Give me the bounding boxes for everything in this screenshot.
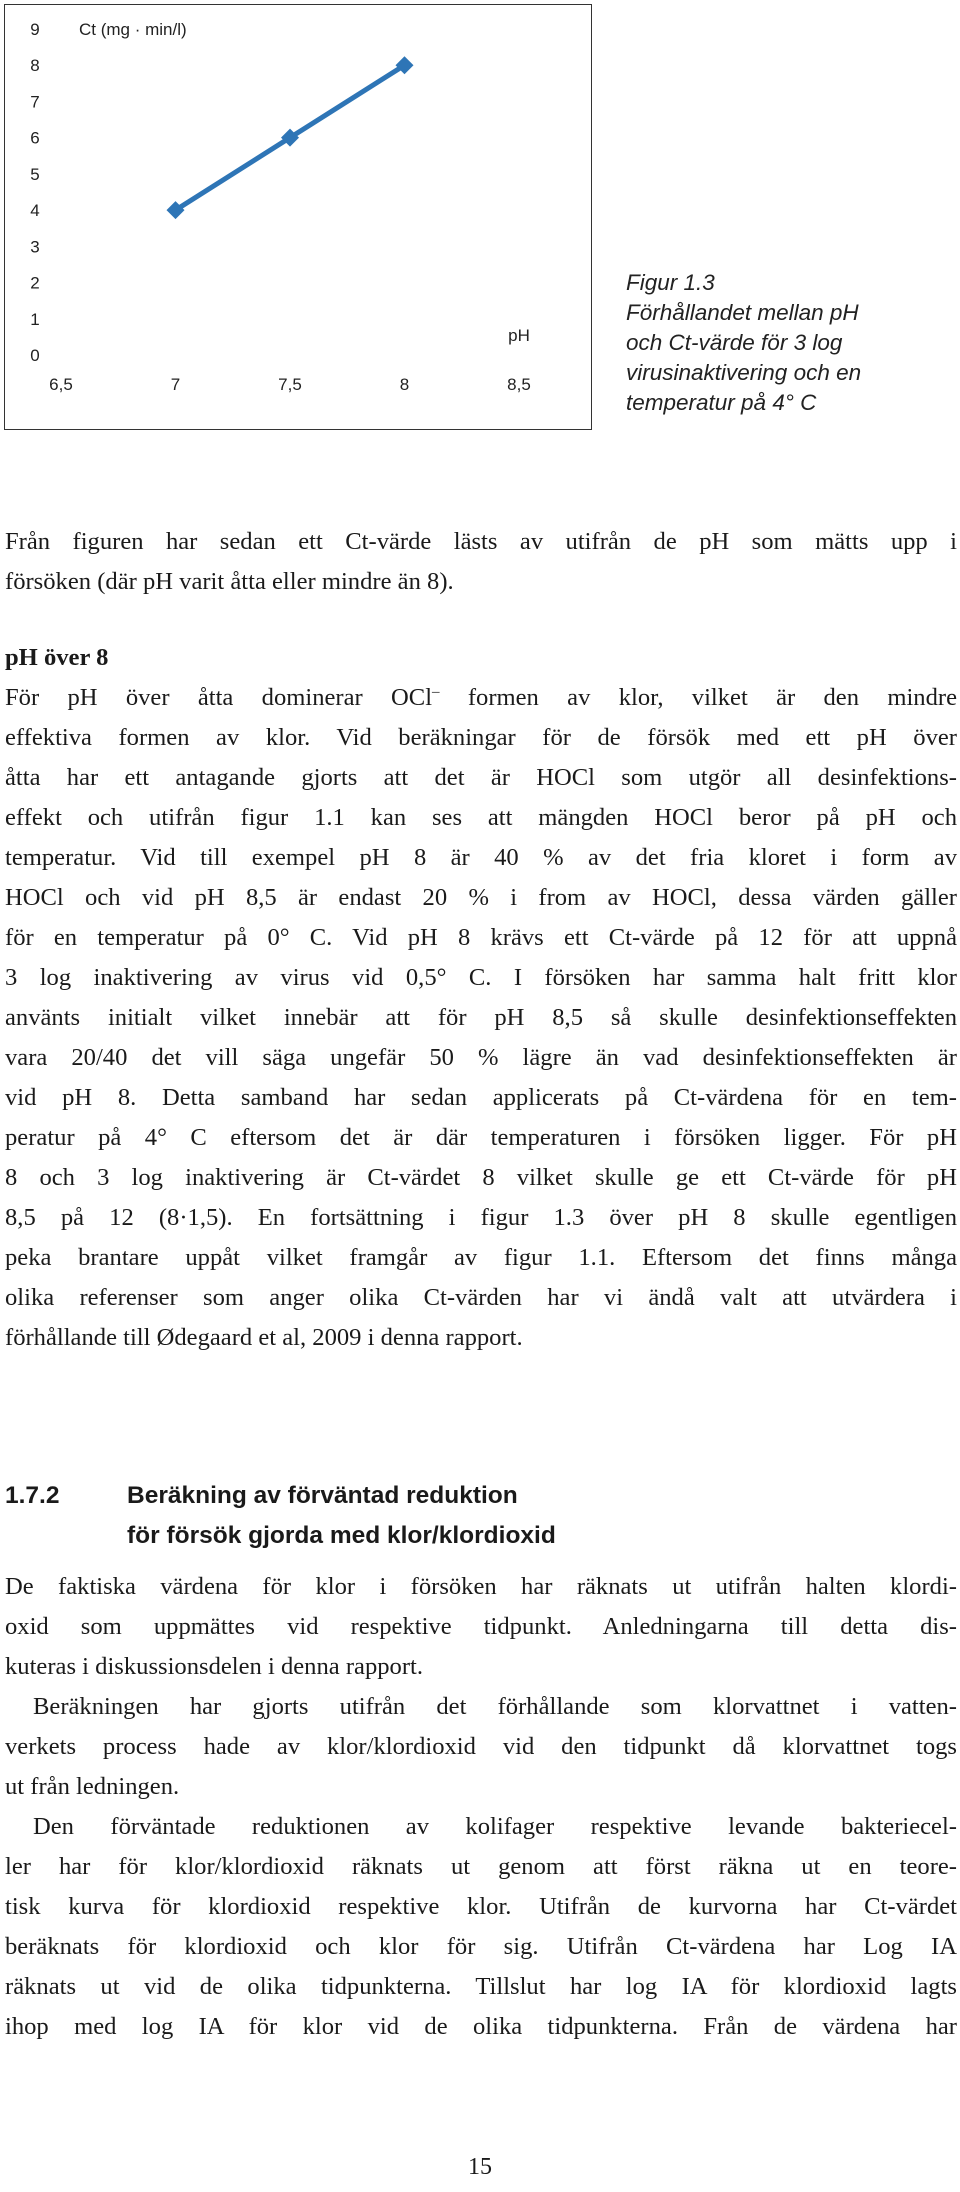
text-line: använts initialt vilket innebär att för pH 8,5 så skulle desinfektionseffekten	[5, 1004, 957, 1031]
caption-line: virusinaktivering och en	[626, 360, 862, 385]
y-tick-label: 6	[30, 128, 40, 148]
paragraph-5	[5, 1807, 957, 2047]
text-line: Från figuren har sedan ett Ct-värde lästs av utifrån de pH som mätts upp i	[5, 528, 957, 555]
text-line: ut från ledningen.	[5, 1773, 180, 1800]
text-line: oxid som uppmättes vid respektive tidpunkt. Anledningarna till detta dis-	[5, 1613, 957, 1640]
x-axis-title: pH	[508, 326, 530, 346]
y-tick-label: 0	[30, 346, 40, 365]
paragraph-3	[5, 1567, 957, 1687]
paragraph-4	[5, 1687, 957, 1807]
text-line: För pH över åtta dominerar OCl– formen av klor, vilket är den mindre	[5, 684, 957, 711]
caption-line: och Ct-värde för 3 log	[626, 330, 843, 355]
text-line: förhållande till Ødegaard et al, 2009 i denna rapport.	[5, 1324, 523, 1351]
caption-line: Förhållandet mellan pH	[626, 300, 859, 325]
figure-chart	[4, 4, 592, 430]
text-line: Den förväntade reduktionen av kolifager respektive levande bakteriecel-	[33, 1813, 957, 1840]
x-tick-label: 8,5	[507, 375, 531, 394]
text-line: temperatur. Vid till exempel pH 8 är 40 % av det fria kloret i form av	[5, 844, 957, 871]
text-line: verkets process hade av klor/klordioxid vid den tidpunkt då klorvattnet togs	[5, 1733, 957, 1760]
text-line: försöken (där pH varit åtta eller mindre än 8).	[5, 568, 454, 595]
y-tick-label: 1	[30, 309, 40, 329]
text-line: vid pH 8. Detta samband har sedan applicerats på Ct-värdena för en tem-	[5, 1084, 957, 1111]
text-line: för en temperatur på 0° C. Vid pH 8 krävs ett Ct-värde på 12 för att uppnå	[5, 924, 957, 951]
text-line: räknats ut vid de olika tidpunkterna. Tillslut har log IA för klordioxid lagts	[5, 1973, 957, 2000]
y-tick-label: 4	[30, 201, 40, 221]
figure-caption	[626, 268, 946, 418]
section-title-line: för försök gjorda med klor/klordioxid	[127, 1522, 556, 1549]
text-line: 8,5 på 12 (8·1,5). En fortsättning i figur 1.3 över pH 8 skulle egentligen	[5, 1204, 957, 1231]
text-line: effektiva formen av klor. Vid beräkningar för de försök med ett pH över	[5, 724, 957, 751]
text-line: olika referenser som anger olika Ct-värden har vi ändå valt att utvärdera i	[5, 1284, 957, 1311]
y-tick-label: 3	[30, 237, 40, 257]
text-line: Beräkningen har gjorts utifrån det förhållande som klorvattnet i vatten-	[33, 1693, 957, 1720]
x-tick-label: 7,5	[278, 375, 302, 394]
text-line: tisk kurva för klordioxid respektive klor. Utifrån de kurvorna har Ct-värdet	[5, 1893, 957, 1920]
caption-line: temperatur på 4° C	[626, 390, 817, 415]
text-line: beräknats för klordioxid och klor för sig. Utifrån Ct-värdena har Log IA	[5, 1933, 957, 1960]
text-line: HOCl och vid pH 8,5 är endast 20 % i from av HOCl, dessa värden gäller	[5, 884, 957, 911]
text-line: peka brantare uppåt vilket framgår av figur 1.1. Eftersom det finns många	[5, 1244, 957, 1271]
y-tick-label: 7	[30, 92, 40, 112]
page-number: 15	[468, 2154, 492, 2180]
text-line: 3 log inaktivering av virus vid 0,5° C. I försöken har samma halt fritt klor	[5, 964, 957, 991]
text-line: 8 och 3 log inaktivering är Ct-värdet 8 vilket skulle ge ett Ct-värde för pH	[5, 1164, 957, 1191]
figure-label: Figur 1.3	[626, 270, 715, 295]
section-title-line: Beräkning av förväntad reduktion	[127, 1482, 518, 1509]
chart-svg	[5, 5, 590, 428]
x-tick-label: 8	[399, 375, 410, 394]
text-line: effekt och utifrån figur 1.1 kan ses att mängden HOCl beror på pH och	[5, 804, 957, 831]
subheading-ph: pH över 8	[5, 644, 109, 671]
text-line: vara 20/40 det vill säga ungefär 50 % lägre än vad desinfektionseffekten är	[5, 1044, 957, 1071]
y-tick-label: 8	[30, 56, 40, 76]
y-tick-label: 2	[30, 273, 40, 293]
text-line: De faktiska värdena för klor i försöken har räknats ut utifrån halten klordi-	[5, 1573, 957, 1600]
text-line: åtta har ett antagande gjorts att det är HOCl som utgör all desinfektions-	[5, 764, 957, 791]
x-tick-label: 7	[170, 375, 181, 394]
y-axis-title: Ct (mg · min/l)	[79, 20, 187, 39]
text-line: ler har för klor/klordioxid räknats ut genom att först räkna ut en teore-	[5, 1853, 957, 1880]
y-tick-label: 9	[30, 20, 40, 39]
text-line: peratur på 4° C eftersom det är där temperaturen i försöken ligger. För pH	[5, 1124, 957, 1151]
text-line: kuteras i diskussionsdelen i denna rapport.	[5, 1653, 424, 1680]
section-number: 1.7.2	[5, 1482, 60, 1509]
paragraph-1	[5, 522, 957, 602]
text-line: ihop med log IA för klor vid de olika tidpunkterna. Från de värdena har	[5, 2013, 957, 2040]
paragraph-2	[5, 638, 957, 1358]
x-tick-label: 6,5	[49, 375, 73, 394]
y-tick-label: 5	[30, 164, 40, 184]
